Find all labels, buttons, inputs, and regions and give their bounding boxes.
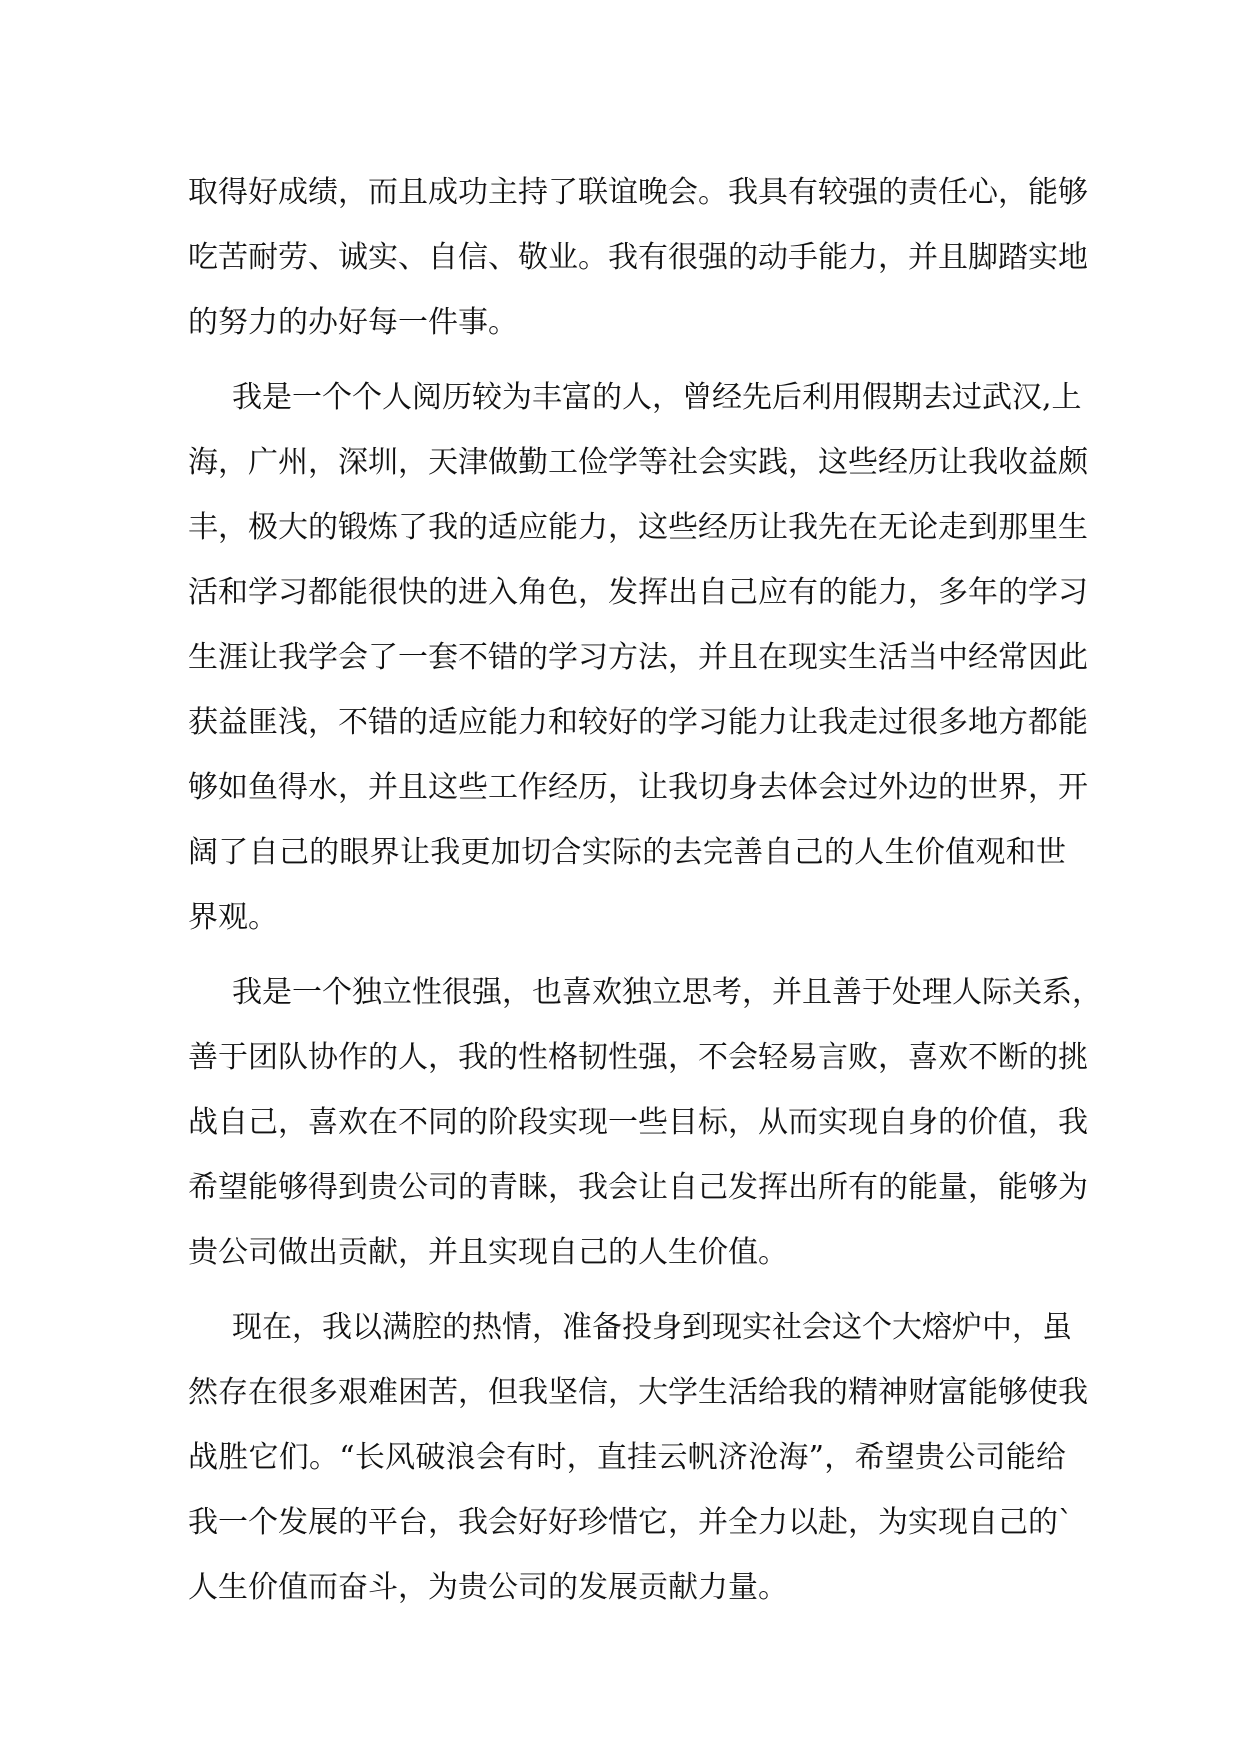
text-line: 界观。 [188, 900, 278, 935]
text-line: 获益匪浅，不错的适应能力和较好的学习能力让我走过很多地方都能 [188, 705, 1088, 740]
text-line: 够如鱼得水，并且这些工作经历，让我切身去体会过外边的世界，开 [188, 770, 1088, 805]
paragraph [188, 160, 1088, 355]
text-line: 阔了自己的眼界让我更加切合实际的去完善自己的人生价值观和世 [188, 835, 1066, 870]
text-line: 海，广州，深圳，天津做勤工俭学等社会实践，这些经历让我收益颇 [188, 445, 1088, 480]
text-line: 我一个发展的平台，我会好好珍惜它，并全力以赴，为实现自己的` [188, 1505, 1073, 1540]
document-body [188, 160, 1102, 1620]
text-line: 战胜它们。“长风破浪会有时，直挂云帆济沧海”，希望贵公司能给 [188, 1440, 1066, 1475]
text-line: 善于团队协作的人，我的性格韧性强，不会轻易言败，喜欢不断的挑 [188, 1040, 1088, 1075]
text-line: 取得好成绩，而且成功主持了联谊晚会。我具有较强的责任心，能够 [188, 175, 1088, 210]
text-line: 我是一个个人阅历较为丰富的人，曾经先后利用假期去过武汉,上 [232, 380, 1082, 415]
text-line: 生涯让我学会了一套不错的学习方法，并且在现实生活当中经常因此 [188, 640, 1088, 675]
text-line: 现在，我以满腔的热情，准备投身到现实社会这个大熔炉中，虽 [232, 1310, 1072, 1345]
text-line: 活和学习都能很快的进入角色，发挥出自己应有的能力，多年的学习 [188, 575, 1088, 610]
text-line: 然存在很多艰难困苦，但我坚信，大学生活给我的精神财富能够使我 [188, 1375, 1088, 1410]
text-line: 贵公司做出贡献，并且实现自己的人生价值。 [188, 1235, 788, 1270]
text-line: 战自己，喜欢在不同的阶段实现一些目标，从而实现自身的价值，我 [188, 1105, 1088, 1140]
text-line: 人生价值而奋斗，为贵公司的发展贡献力量。 [188, 1570, 788, 1605]
paragraph [188, 960, 1102, 1285]
text-line: 的努力的办好每一件事。 [188, 305, 518, 340]
text-line: 希望能够得到贵公司的青睐，我会让自己发挥出所有的能量，能够为 [188, 1170, 1088, 1205]
text-line: 丰，极大的锻炼了我的适应能力，这些经历让我先在无论走到那里生 [188, 510, 1088, 545]
text-line: 我是一个独立性很强，也喜欢独立思考，并且善于处理人际关系， [232, 975, 1102, 1010]
paragraph [188, 365, 1088, 950]
text-line: 吃苦耐劳、诚实、自信、敬业。我有很强的动手能力，并且脚踏实地 [188, 240, 1088, 275]
paragraph [188, 1295, 1088, 1620]
